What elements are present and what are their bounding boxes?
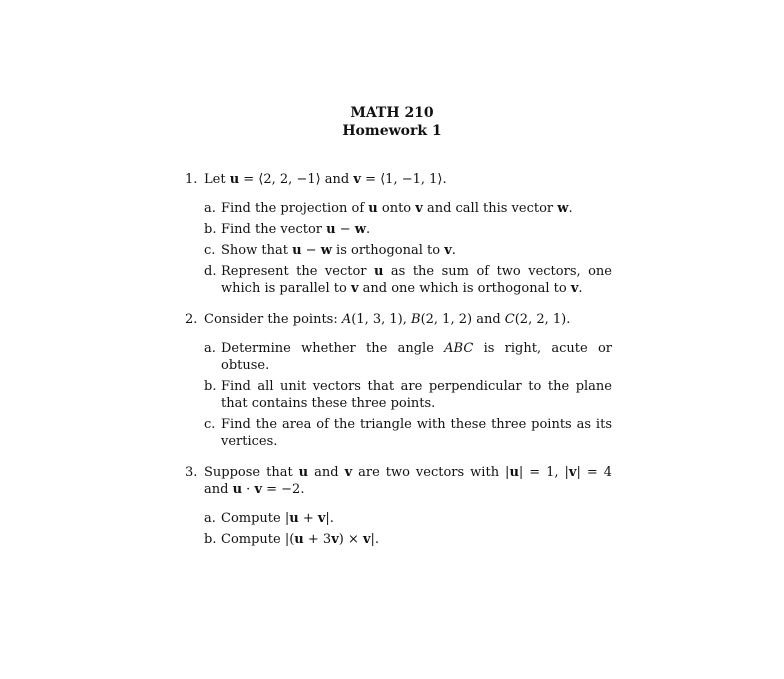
- problem-parts: [204, 340, 612, 450]
- part-text: Represent the vector u as the sum of two vectors, one which is parallel to v and one which is orthogonal to v.: [221, 264, 612, 296]
- problem-statement: Consider the points: A(1, 3, 1), B(2, 1, 2) and C(2, 2, 1).: [204, 312, 571, 327]
- part-label: b.: [204, 222, 217, 237]
- part-label: b.: [204, 379, 217, 394]
- part-a: [204, 340, 612, 374]
- part-text: Find the area of the triangle with these three points as its vertices.: [221, 417, 612, 449]
- part-label: c.: [204, 243, 216, 258]
- part-text: Compute |(u + 3v) × v|.: [221, 532, 380, 547]
- problem-statement: Let u = ⟨2, 2, −1⟩ and v = ⟨1, −1, 1⟩.: [204, 172, 447, 187]
- part-c: [204, 242, 612, 259]
- problem-number: 3.: [185, 465, 198, 480]
- course-title: MATH 210: [350, 105, 434, 121]
- problem-number: 2.: [185, 312, 198, 327]
- problem-statement: Suppose that u and v are two vectors with |u| = 1, |v| = 4 and u · v = −2.: [204, 465, 613, 497]
- part-label: a.: [204, 511, 216, 526]
- part-text: Find the projection of u onto v and call this vector w.: [221, 201, 573, 216]
- title-block: [0, 104, 784, 140]
- part-text: Compute |u + v|.: [221, 511, 334, 526]
- part-label: d.: [204, 264, 217, 279]
- problem-list: [185, 171, 612, 562]
- problem-number: 1.: [185, 172, 198, 187]
- part-text: Find all unit vectors that are perpendicular to the plane that contains these three points.: [221, 379, 612, 411]
- problem-2: [185, 311, 612, 450]
- part-text: Find the vector u − w.: [221, 222, 371, 237]
- problem-parts: [204, 200, 612, 297]
- problem-1: [185, 171, 612, 297]
- part-label: a.: [204, 341, 216, 356]
- part-b: [204, 221, 612, 238]
- part-d: [204, 263, 612, 297]
- part-b: [204, 531, 612, 548]
- problem-parts: [204, 510, 612, 548]
- assignment-title: Homework 1: [342, 123, 442, 139]
- part-b: [204, 378, 612, 412]
- part-label: b.: [204, 532, 217, 547]
- part-text: Determine whether the angle ABC is right, acute or obtuse.: [221, 341, 612, 373]
- part-label: c.: [204, 417, 216, 432]
- part-c: [204, 416, 612, 450]
- part-label: a.: [204, 201, 216, 216]
- part-a: [204, 510, 612, 527]
- problem-3: [185, 464, 612, 548]
- part-a: [204, 200, 612, 217]
- part-text: Show that u − w is orthogonal to v.: [221, 243, 456, 258]
